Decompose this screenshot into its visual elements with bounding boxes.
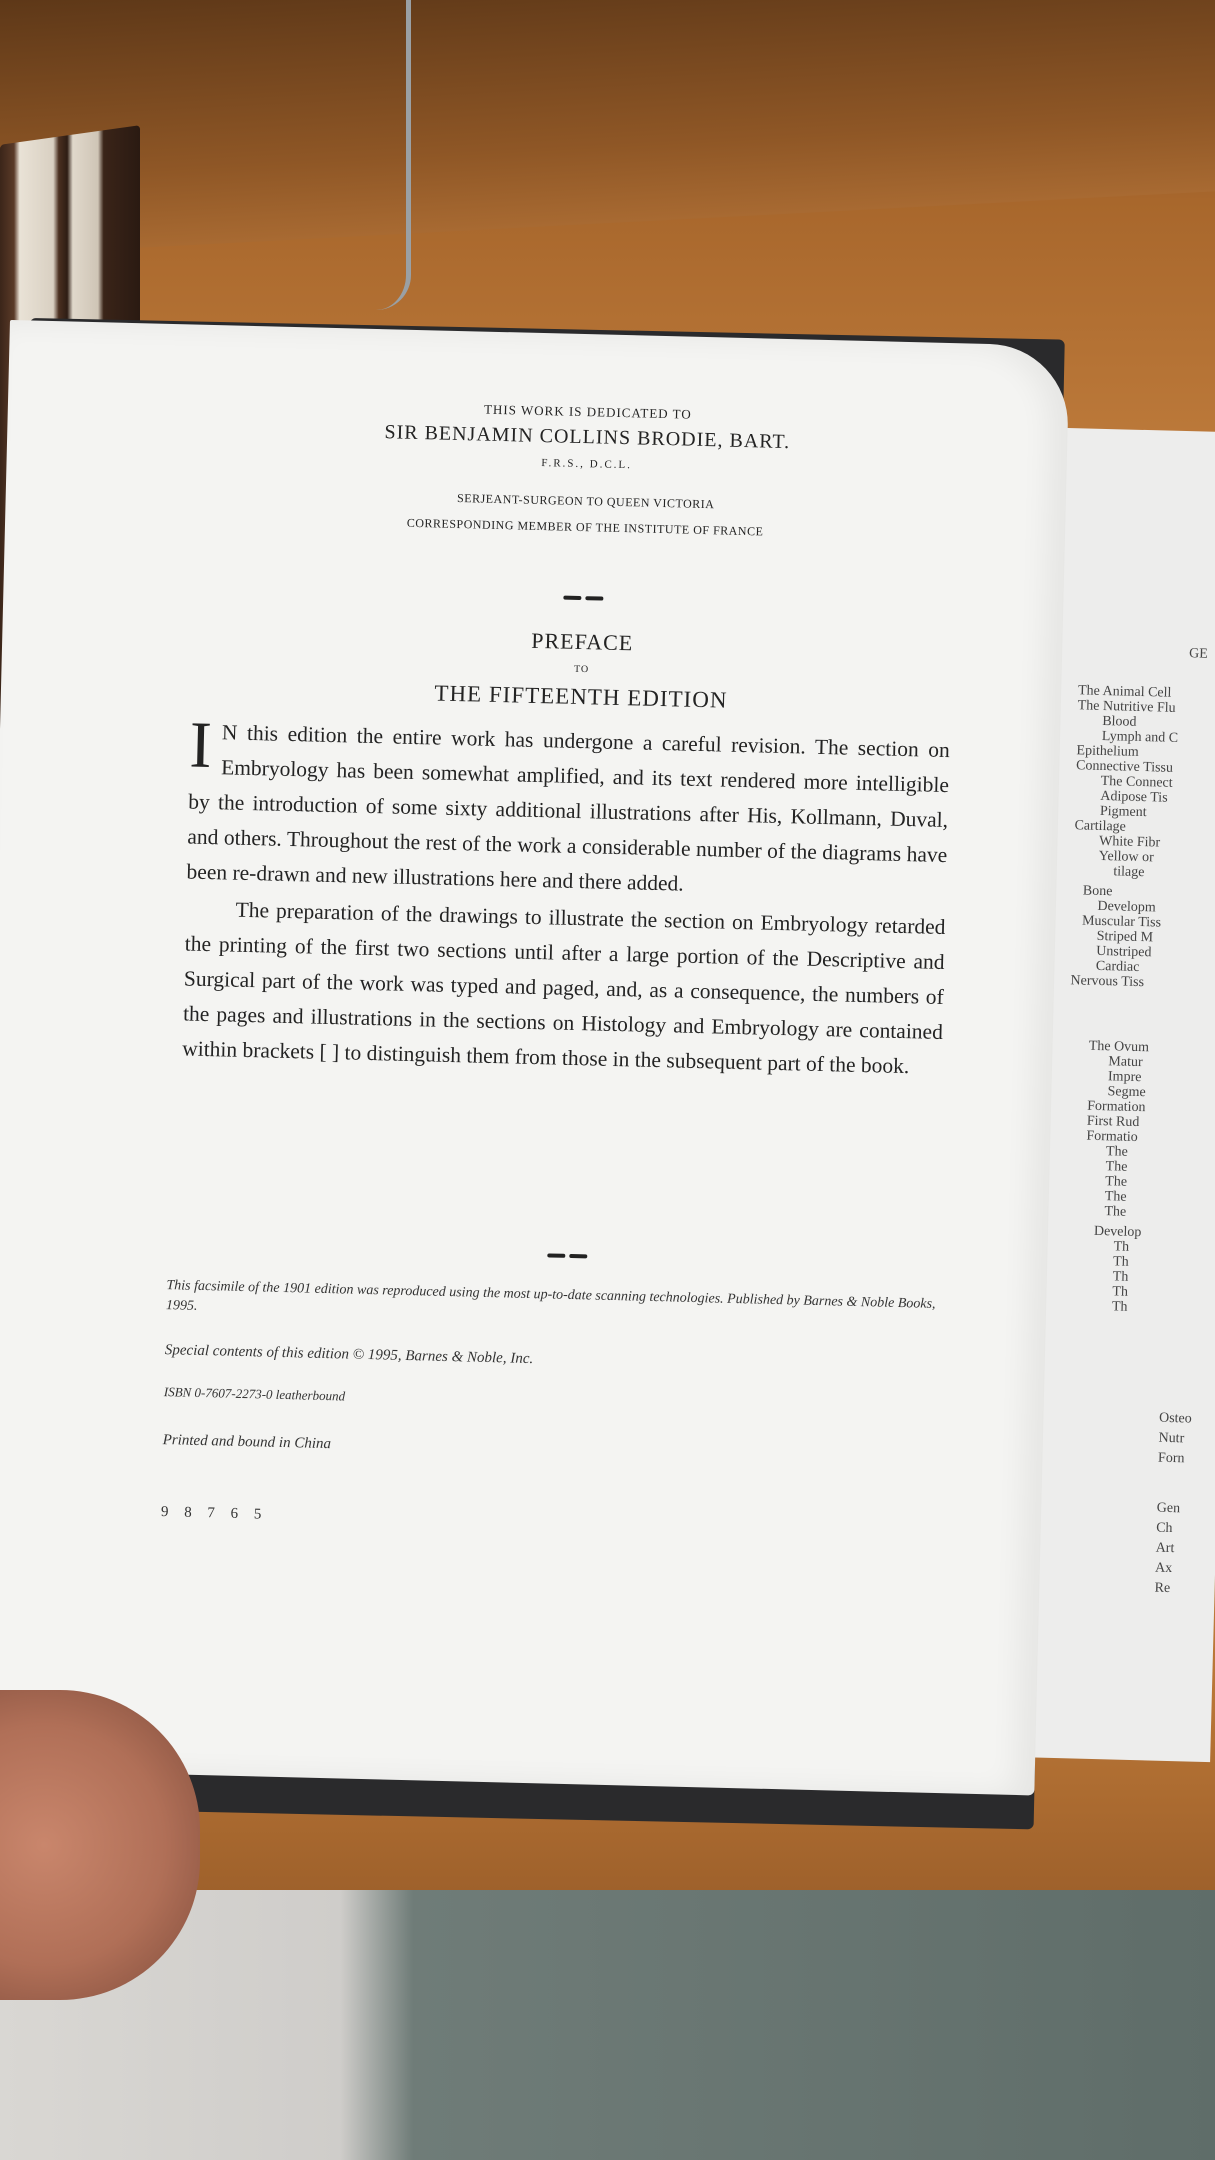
contents-line: Ax xyxy=(1154,1560,1173,1577)
print-number-line: 9 8 7 6 5 xyxy=(160,1504,268,1523)
contents-line: The Connect xyxy=(1100,773,1173,791)
contents-line: Developm xyxy=(1097,898,1156,916)
contents-line: Muscular Tiss xyxy=(1081,913,1162,931)
contents-line: Th xyxy=(1112,1284,1129,1300)
facsimile-note: This facsimile of the 1901 edition was reproduced using the most up-to-date scanning technologies. Published by Barnes & Noble Books, 1995. xyxy=(165,1278,936,1314)
contents-line: The xyxy=(1104,1204,1127,1220)
page-content xyxy=(160,325,980,1794)
contents-line: Formation xyxy=(1087,1098,1146,1116)
contents-line: Art xyxy=(1155,1540,1175,1557)
contents-line: First Rud xyxy=(1086,1113,1140,1131)
contents-line: tilage xyxy=(1113,864,1145,881)
isbn-line: ISBN 0-7607-2273-0 leatherbound xyxy=(163,1384,346,1404)
contents-line: Striped M xyxy=(1096,928,1154,946)
contents-line: Gen xyxy=(1156,1500,1181,1517)
contents-line: The xyxy=(1105,1144,1128,1160)
paragraph-2: The preparation of the drawings to illustrate the section on Embryology retarded the printing of the first two sections until after a large portion of the Descriptive and Surgical part of the work was typed and paged, and, as a consequence, the numbers of the pages and illustrations in the sections on Histology and Embryology are contained within brackets [ ] to distinguish them from those in the subsequent part of the book. xyxy=(181,897,946,1079)
contents-line: The Nutritive Flu xyxy=(1077,698,1176,716)
cable xyxy=(376,0,411,310)
preface-to: TO xyxy=(573,663,590,676)
contents-line: The Ovum xyxy=(1088,1038,1150,1056)
edition-heading: THE FIFTEENTH EDITION xyxy=(434,680,728,713)
ornament-divider xyxy=(547,1253,587,1259)
contents-line: Unstriped xyxy=(1096,943,1152,961)
preface-heading: PREFACE xyxy=(531,627,634,656)
dedicatee-title: SERJEANT-SURGEON TO QUEEN VICTORIA xyxy=(456,490,715,512)
contents-line: Osteo xyxy=(1158,1410,1192,1427)
contents-line: Pigment xyxy=(1099,803,1147,821)
contents-line: The xyxy=(1105,1174,1128,1190)
contents-line: Yellow or xyxy=(1098,848,1154,866)
book-page xyxy=(0,320,1070,1795)
dedication-line: THIS WORK IS DEDICATED TO xyxy=(483,401,692,422)
copyright-line: Special contents of this edition © 1995, Barnes & Noble, Inc. xyxy=(164,1342,534,1368)
contents-line: Develop xyxy=(1093,1223,1142,1241)
contents-line: The xyxy=(1105,1159,1128,1175)
contents-line: Cardiac xyxy=(1095,958,1140,976)
drop-cap: I xyxy=(188,708,213,783)
contents-line: Ch xyxy=(1155,1520,1173,1537)
contents-line: Lymph and C xyxy=(1101,728,1179,746)
contents-line: Blood xyxy=(1102,713,1137,730)
contents-line: White Fibr xyxy=(1098,833,1161,851)
contents-line: The xyxy=(1104,1189,1127,1205)
contents-line: Th xyxy=(1112,1254,1129,1270)
contents-line: Impre xyxy=(1107,1069,1142,1086)
paragraph-1-text: N this edition the entire work has undergone a careful revision. The section on Embryology has been somewhat amplified, and its text rendered more intelligible by the introduction of some sixty additional illustrations after His, Kollmann, Duval, and others. Throughout the rest of the work a considerable number of the diagrams have been re-drawn and new illustrations here and there added. xyxy=(186,720,951,896)
contents-line: Forn xyxy=(1157,1450,1185,1467)
floor xyxy=(0,1890,1215,2160)
contents-line: Nutr xyxy=(1158,1430,1185,1447)
contents-line: GE xyxy=(1188,646,1208,662)
dedicatee-honours: F.R.S., D.C.L. xyxy=(541,457,633,472)
dedicatee-membership: CORRESPONDING MEMBER OF THE INSTITUTE OF FRANCE xyxy=(406,515,764,539)
contents-line: Th xyxy=(1111,1299,1128,1315)
contents-line: Bone xyxy=(1082,883,1113,900)
contents-line: The Animal Cell xyxy=(1077,683,1172,701)
dedicatee-name: SIR BENJAMIN COLLINS BRODIE, BART. xyxy=(384,421,791,454)
contents-line: Formatio xyxy=(1086,1128,1138,1146)
paragraph-1 xyxy=(186,708,951,909)
printed-line: Printed and bound in China xyxy=(162,1432,332,1453)
contents-line: Re xyxy=(1154,1580,1171,1597)
contents-line: Epithelium xyxy=(1076,743,1139,760)
contents-line: Connective Tissu xyxy=(1075,758,1174,776)
contents-line: Th xyxy=(1113,1239,1130,1255)
contents-line: Nervous Tiss xyxy=(1070,973,1145,991)
contents-line: Cartilage xyxy=(1074,818,1127,835)
contents-line: Adipose Tis xyxy=(1100,788,1168,806)
ornament-divider xyxy=(563,596,603,602)
contents-line: Th xyxy=(1112,1269,1129,1285)
contents-line: Segme xyxy=(1107,1084,1146,1101)
contents-line: Matur xyxy=(1108,1054,1143,1071)
preface-body xyxy=(181,708,951,1085)
